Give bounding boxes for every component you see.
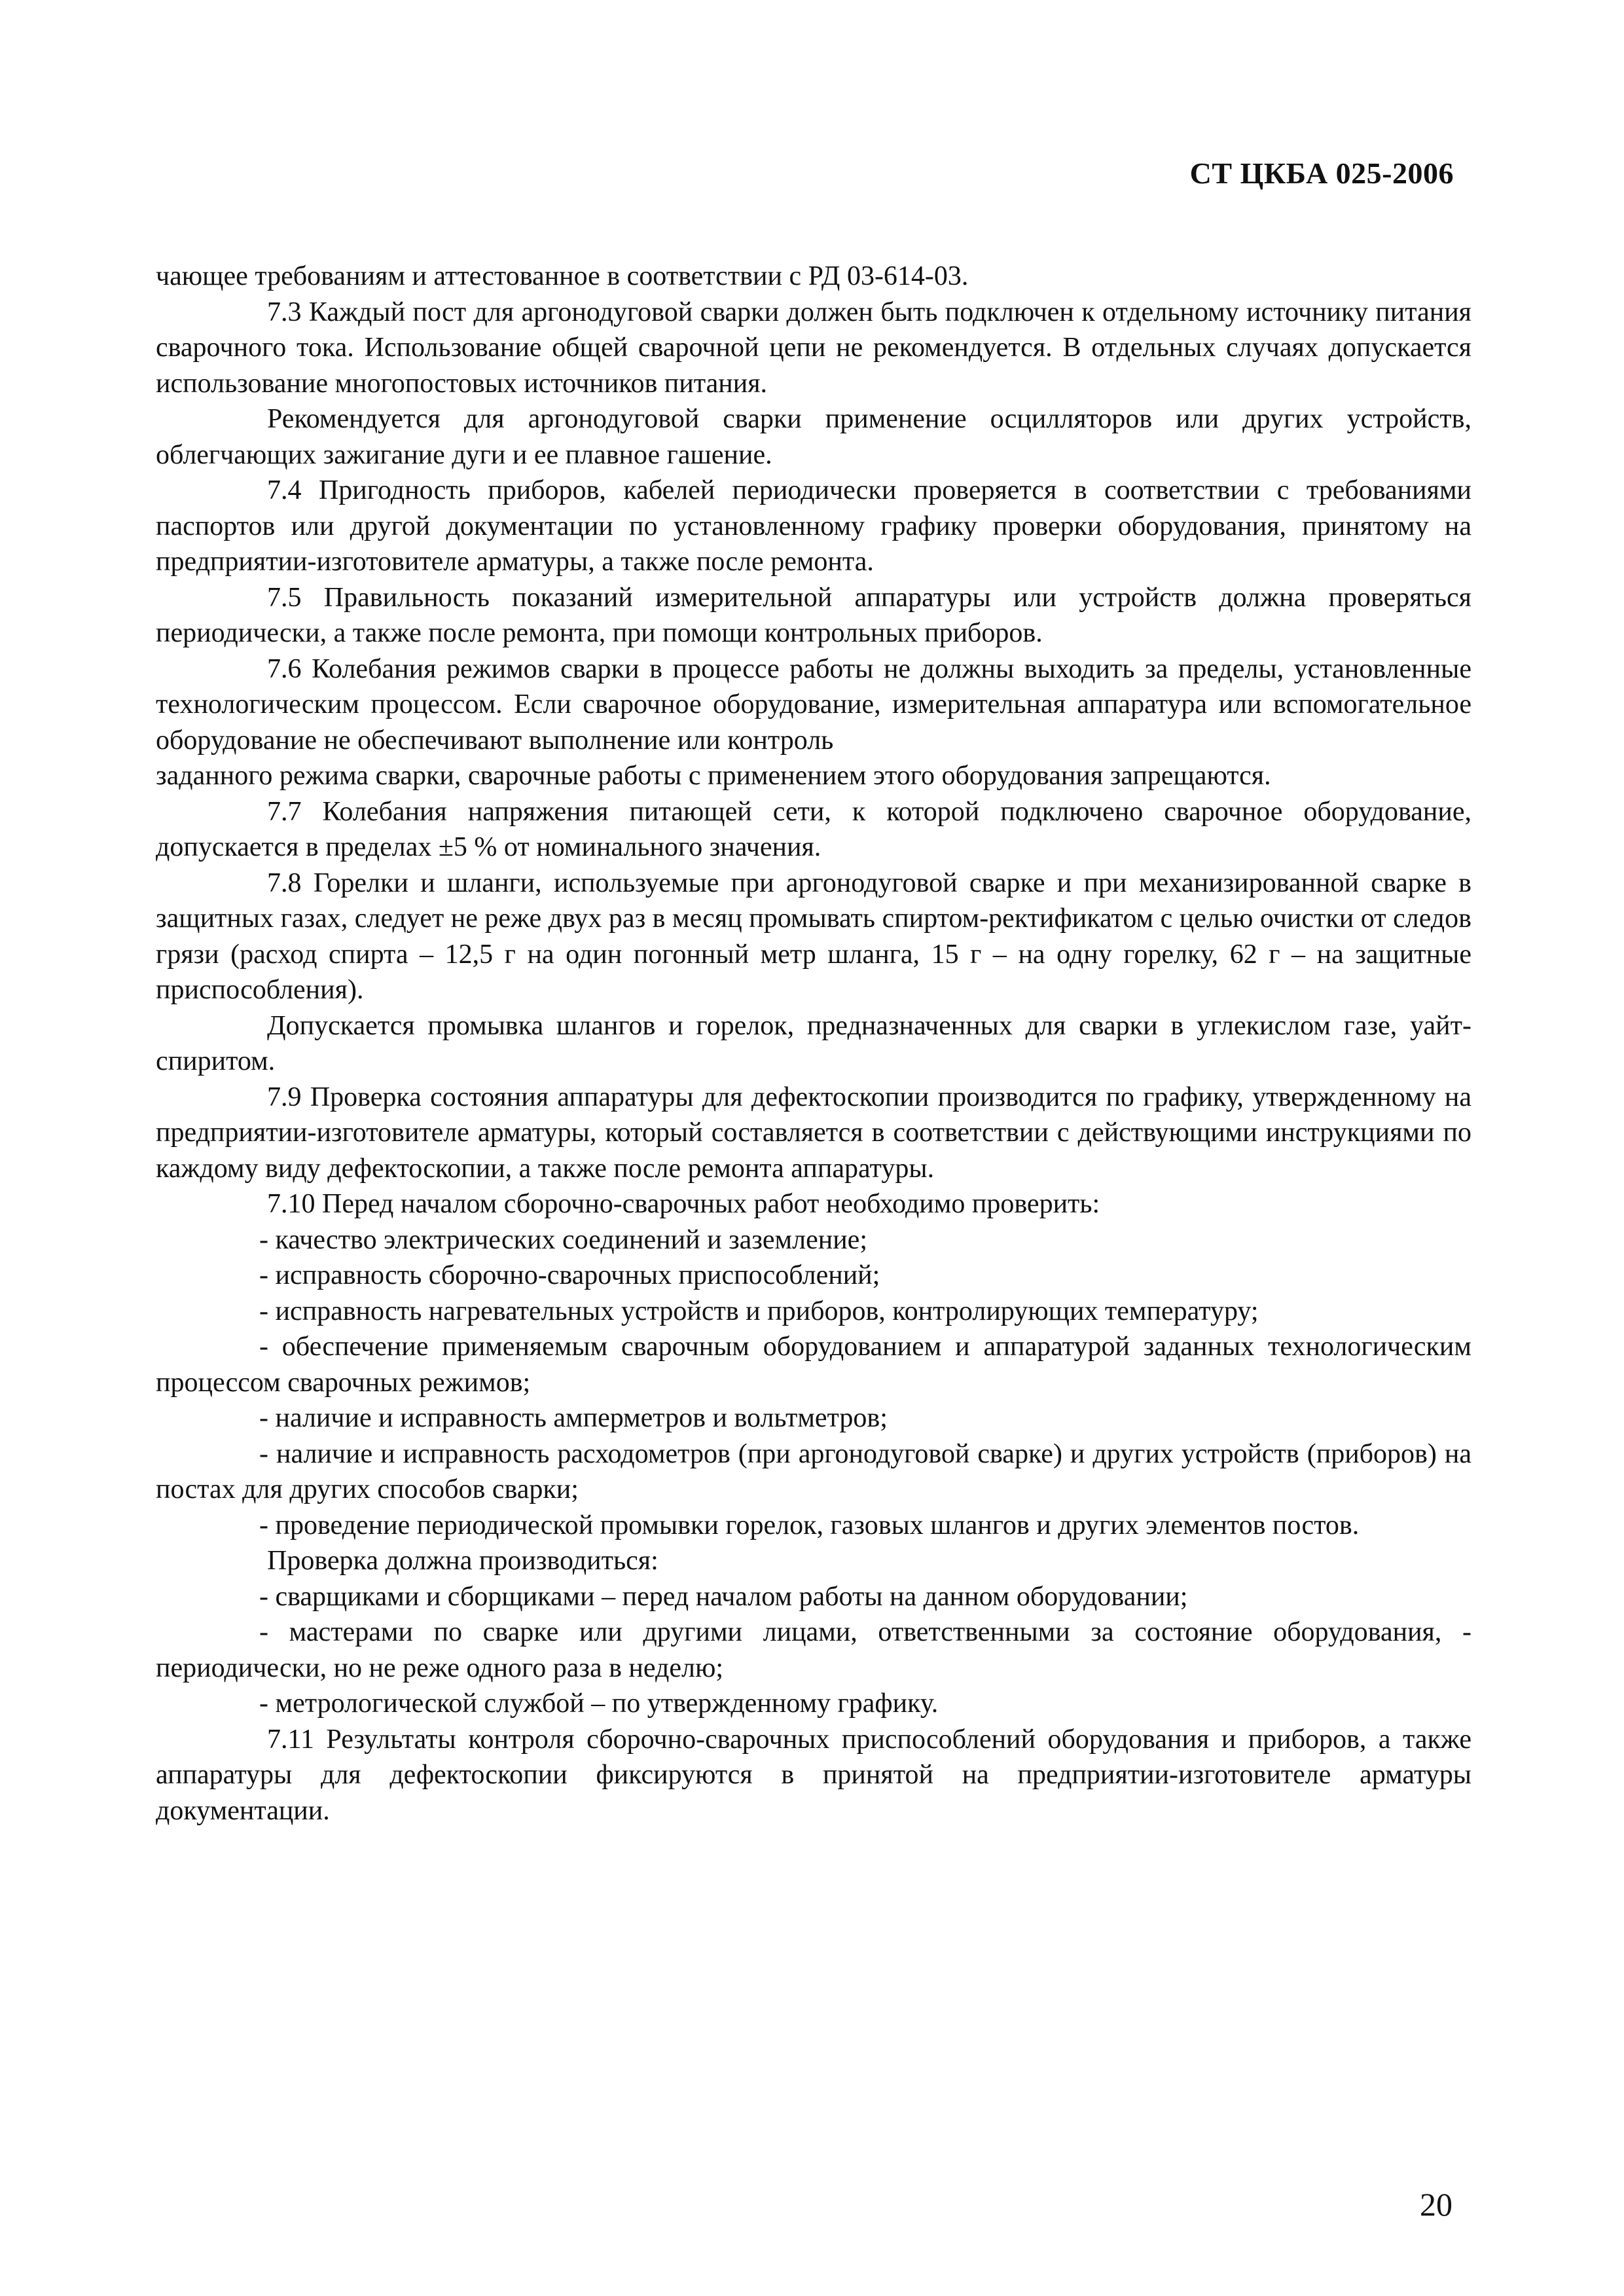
list-item: - сварщиками и сборщиками – перед началом работы на данном оборудовании; — [259, 1581, 1188, 1612]
list-item: - наличие и исправность расходометров (при аргонодуговой сварке) и других устройств (приборов) на постах для других способов сварки; — [156, 1438, 1471, 1504]
list-item: - проведение периодической промывки горелок, газовых шлангов и других элементов постов. — [259, 1510, 1360, 1540]
page-number: 20 — [1420, 2186, 1453, 2223]
paragraph: 7.9 Проверка состояния аппаратуры для дефектоскопии производится по графику, утвержденному на предприятии-изготовителе арматуры, который составляется в соответствии с действующими инструкциями по каждому виду дефектоскопии, а также после ремонта аппаратуры. — [156, 1082, 1471, 1184]
list-item: - качество электрических соединений и заземление; — [259, 1224, 867, 1255]
paragraph: 7.4 Пригодность приборов, кабелей периодически проверяется в соответствии с требованиями паспортов или другой документации по установленному графику проверки оборудования, принятому на предприятии-изготовителе арматуры, а также после ремонта. — [156, 475, 1471, 577]
list-item: - исправность нагревательных устройств и приборов, контролирующих температуру; — [259, 1296, 1259, 1326]
list-item: - исправность сборочно-сварочных приспособлений; — [259, 1260, 880, 1290]
list-item: - наличие и исправность амперметров и вольтметров; — [259, 1403, 888, 1433]
paragraph: Проверка должна производиться: — [267, 1546, 659, 1576]
paragraph: 7.10 Перед началом сборочно-сварочных работ необходимо проверить: — [267, 1189, 1100, 1219]
paragraph: 7.3 Каждый пост для аргонодуговой сварки должен быть подключен к отдельному источнику питания сварочного тока. Использование общей сварочной цепи не рекомендуется. В отдельных случаях допускается использование многопостовых источников питания. — [156, 297, 1471, 399]
list-item: - мастерами по сварке или другими лицами, ответственными за состояние оборудования, - периодически, но не реже одного раза в неделю; — [156, 1617, 1471, 1683]
document-code-header: СТ ЦКБА 025-2006 — [1189, 156, 1454, 190]
paragraph: заданного режима сварки, сварочные работы с применением этого оборудования запрещаются. — [156, 761, 1271, 791]
list-item: - метрологической службой – по утвержденному графику. — [259, 1688, 939, 1719]
paragraph: Допускается промывка шлангов и горелок, предназначенных для сварки в углекислом газе, уайт-спиритом. — [156, 1010, 1471, 1076]
paragraph: 7.11 Результаты контроля сборочно-сварочных приспособлений оборудования и приборов, а также аппаратуры для дефектоскопии фиксируются в принятой на предприятии-изготовителе арматуры документации. — [156, 1724, 1471, 1826]
paragraph: Рекомендуется для аргонодуговой сварки применение осцилляторов или других устройств, облегчающих зажигание дуги и ее плавное гашение. — [156, 404, 1471, 470]
paragraph: 7.5 Правильность показаний измерительной аппаратуры или устройств должна проверяться периодически, а также после ремонта, при помощи контрольных приборов. — [156, 582, 1471, 648]
paragraph: чающее требованиям и аттестованное в соответствии с РД 03-614-03. — [156, 261, 969, 291]
paragraph: 7.8 Горелки и шланги, используемые при аргонодуговой сварке и при механизированной сварке в защитных газах, следует не реже двух раз в месяц промывать спиртом-ректификатом с целью очистки от следов грязи (расход спирта – 12,5 г на один погонный метр шланга, 15 г – на одну горелку, 62 г – на защитные приспособления). — [156, 867, 1471, 1005]
list-item: - обеспечение применяемым сварочным оборудованием и аппаратурой заданных технологическим процессом сварочных режимов; — [156, 1332, 1471, 1398]
paragraph: 7.6 Колебания режимов сварки в процессе работы не должны выходить за пределы, установленные технологическим процессом. Если сварочное оборудование, измерительная аппаратура или вспомогательное оборудование не обеспечивают выполнение или контроль — [156, 653, 1471, 756]
document-body — [156, 259, 1471, 1829]
paragraph: 7.7 Колебания напряжения питающей сети, к которой подключено сварочное оборудование, допускается в пределах ±5 % от номинального значения. — [156, 796, 1471, 862]
